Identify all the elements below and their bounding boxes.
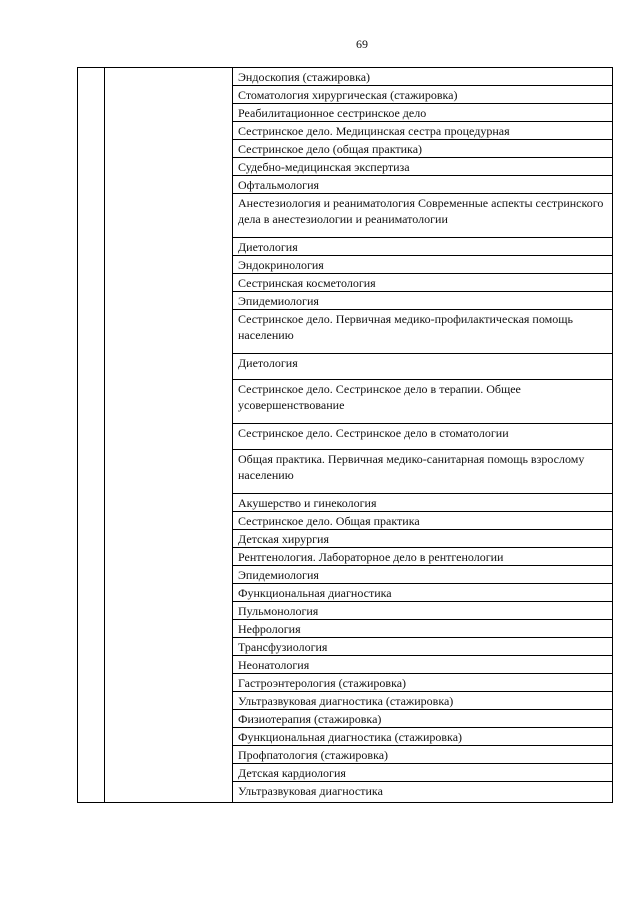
table-row: Сестринское дело. Сестринское дело в стоматологии — [233, 424, 612, 450]
table-row: Реабилитационное сестринское дело — [233, 104, 612, 122]
table-row: Трансфузиология — [233, 638, 612, 656]
table-row: Стоматология хирургическая (стажировка) — [233, 86, 612, 104]
table-row: Неонатология — [233, 656, 612, 674]
table-row: Эндоскопия (стажировка) — [233, 68, 612, 86]
table-row: Сестринское дело. Первичная медико-профилактическая помощь населению — [233, 310, 612, 354]
table-row: Ультразвуковая диагностика — [238, 784, 383, 798]
table-row: Рентгенология. Лабораторное дело в рентгенологии — [233, 548, 612, 566]
table-row: Эпидемиология — [233, 292, 612, 310]
table-row: Сестринское дело. Сестринское дело в терапии. Общее усовершенствование — [233, 380, 612, 424]
table-row: Пульмонология — [233, 602, 612, 620]
table-row: Общая практика. Первичная медико-санитарная помощь взрослому населению — [233, 450, 612, 494]
table-row: Нефрология — [233, 620, 612, 638]
table-row: Сестринское дело (общая практика) — [233, 140, 612, 158]
table-middle-column — [105, 68, 233, 802]
table-row: Функциональная диагностика — [233, 584, 612, 602]
table-row: Эндокринология — [233, 256, 612, 274]
table-row: Анестезиология и реаниматология Современные аспекты сестринского дела в анестезиологии и реаниматологии — [233, 194, 612, 238]
course-table — [77, 67, 613, 803]
course-name-column — [233, 68, 612, 802]
table-row: Гастроэнтерология (стажировка) — [233, 674, 612, 692]
table-row: Диетология — [233, 354, 612, 380]
table-row: Судебно-медицинская экспертиза — [233, 158, 612, 176]
table-row: Профпатология (стажировка) — [233, 746, 612, 764]
table-row: Физиотерапия (стажировка) — [233, 710, 612, 728]
table-row: Детская кардиология — [233, 764, 612, 782]
table-row: Офтальмология — [233, 176, 612, 194]
page-number: 69 — [356, 37, 368, 51]
table-row: Диетология — [233, 238, 612, 256]
table-row: Детская хирургия — [233, 530, 612, 548]
table-row: Ультразвуковая диагностика (стажировка) — [233, 692, 612, 710]
table-row: Функциональная диагностика (стажировка) — [233, 728, 612, 746]
table-row: Акушерство и гинекология — [233, 494, 612, 512]
table-left-column — [78, 68, 105, 802]
table-row: Сестринская косметология — [233, 274, 612, 292]
table-row: Сестринское дело. Общая практика — [233, 512, 612, 530]
table-row: Эпидемиология — [233, 566, 612, 584]
table-row: Сестринское дело. Медицинская сестра процедурная — [233, 122, 612, 140]
